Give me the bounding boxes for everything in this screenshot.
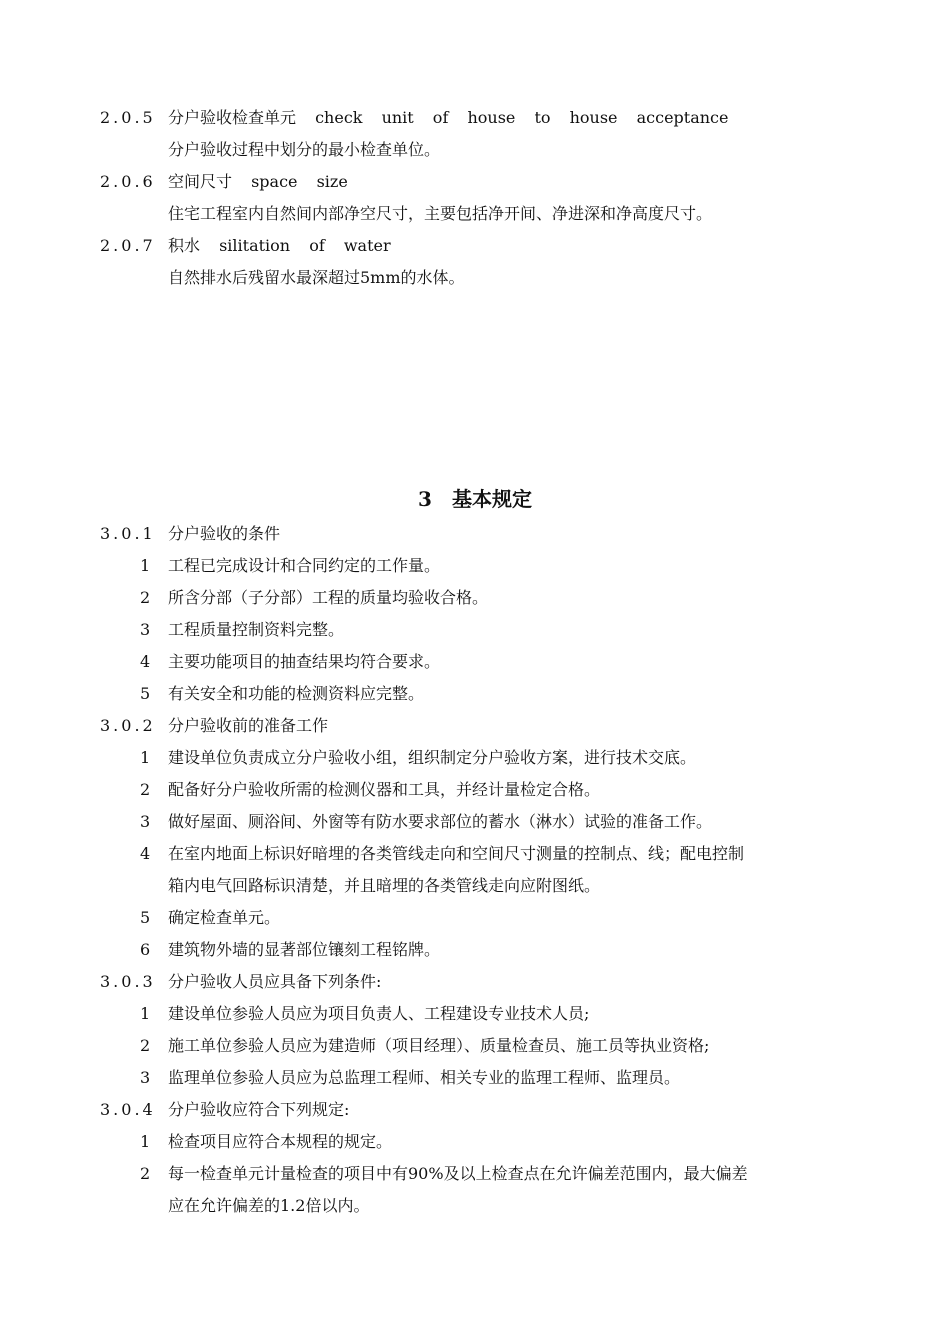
item-number: 6 — [140, 940, 151, 959]
definition-term: 积水 silitation of water — [168, 236, 391, 255]
definition-number: 2.0.7 — [100, 236, 156, 255]
clause-number: 3.0.3 — [100, 972, 156, 991]
clause-title: 分户验收应符合下列规定: — [168, 1100, 350, 1119]
item-number: 3 — [140, 620, 151, 639]
item-number: 4 — [140, 652, 151, 671]
definition-number: 2.0.5 — [100, 108, 156, 127]
item-text: 主要功能项目的抽查结果均符合要求。 — [168, 652, 441, 671]
item-text: 所含分部（子分部）工程的质量均验收合格。 — [168, 588, 489, 607]
item-text: 施工单位参验人员应为建造师（项目经理）、质量检查员、施工员等执业资格; — [168, 1036, 710, 1055]
definition-term: 分户验收检查单元 check unit of house to house acceptance — [168, 108, 729, 127]
item-number: 2 — [140, 588, 151, 607]
item-text: 建设单位负责成立分户验收小组，组织制定分户验收方案，进行技术交底。 — [168, 748, 697, 767]
item-number: 2 — [140, 1164, 151, 1183]
definition-description: 住宅工程室内自然间内部净空尺寸，主要包括净开间、净进深和净高度尺寸。 — [168, 204, 713, 223]
item-text: 工程已完成设计和合同约定的工作量。 — [168, 556, 441, 575]
clause-title: 分户验收的条件 — [168, 524, 281, 543]
chapter-number: 3 — [418, 487, 432, 511]
definition-description: 分户验收过程中划分的最小检查单位。 — [168, 140, 441, 159]
item-text: 监理单位参验人员应为总监理工程师、相关专业的监理工程师、监理员。 — [168, 1068, 681, 1087]
item-text: 检查项目应符合本规程的规定。 — [168, 1132, 393, 1151]
clause-number: 3.0.2 — [100, 716, 156, 735]
definition-term: 空间尺寸 space size — [168, 172, 348, 191]
item-text: 确定检查单元。 — [168, 908, 281, 927]
item-number: 5 — [140, 684, 151, 703]
definition-description: 自然排水后残留水最深超过5mm的水体。 — [168, 268, 465, 287]
item-text: 配备好分户验收所需的检测仪器和工具，并经计量检定合格。 — [168, 780, 601, 799]
item-number: 3 — [140, 812, 151, 831]
item-number: 5 — [140, 908, 151, 927]
item-number: 1 — [140, 1004, 151, 1023]
item-number: 2 — [140, 780, 151, 799]
item-text-continued: 箱内电气回路标识清楚，并且暗埋的各类管线走向应附图纸。 — [168, 876, 601, 895]
item-number: 4 — [140, 844, 151, 863]
definition-number: 2.0.6 — [100, 172, 156, 191]
item-text: 工程质量控制资料完整。 — [168, 620, 345, 639]
item-text: 每一检查单元计量检查的项目中有90%及以上检查点在允许偏差范围内，最大偏差 — [168, 1164, 748, 1183]
item-number: 2 — [140, 1036, 151, 1055]
item-number: 1 — [140, 748, 151, 767]
item-number: 1 — [140, 556, 151, 575]
chapter-heading — [0, 484, 950, 514]
item-text-continued: 应在允许偏差的1.2倍以内。 — [168, 1196, 370, 1215]
item-text: 有关安全和功能的检测资料应完整。 — [168, 684, 425, 703]
item-number: 3 — [140, 1068, 151, 1087]
item-text: 做好屋面、厕浴间、外窗等有防水要求部位的蓄水（淋水）试验的准备工作。 — [168, 812, 713, 831]
clause-number: 3.0.1 — [100, 524, 156, 543]
clause-number: 3.0.4 — [100, 1100, 156, 1119]
item-text: 在室内地面上标识好暗埋的各类管线走向和空间尺寸测量的控制点、线；配电控制 — [168, 844, 745, 863]
item-number: 1 — [140, 1132, 151, 1151]
chapter-title: 基本规定 — [451, 487, 532, 511]
item-text: 建设单位参验人员应为项目负责人、工程建设专业技术人员; — [168, 1004, 590, 1023]
clause-title: 分户验收人员应具备下列条件: — [168, 972, 382, 991]
clause-title: 分户验收前的准备工作 — [168, 716, 329, 735]
item-text: 建筑物外墙的显著部位镶刻工程铭牌。 — [168, 940, 441, 959]
